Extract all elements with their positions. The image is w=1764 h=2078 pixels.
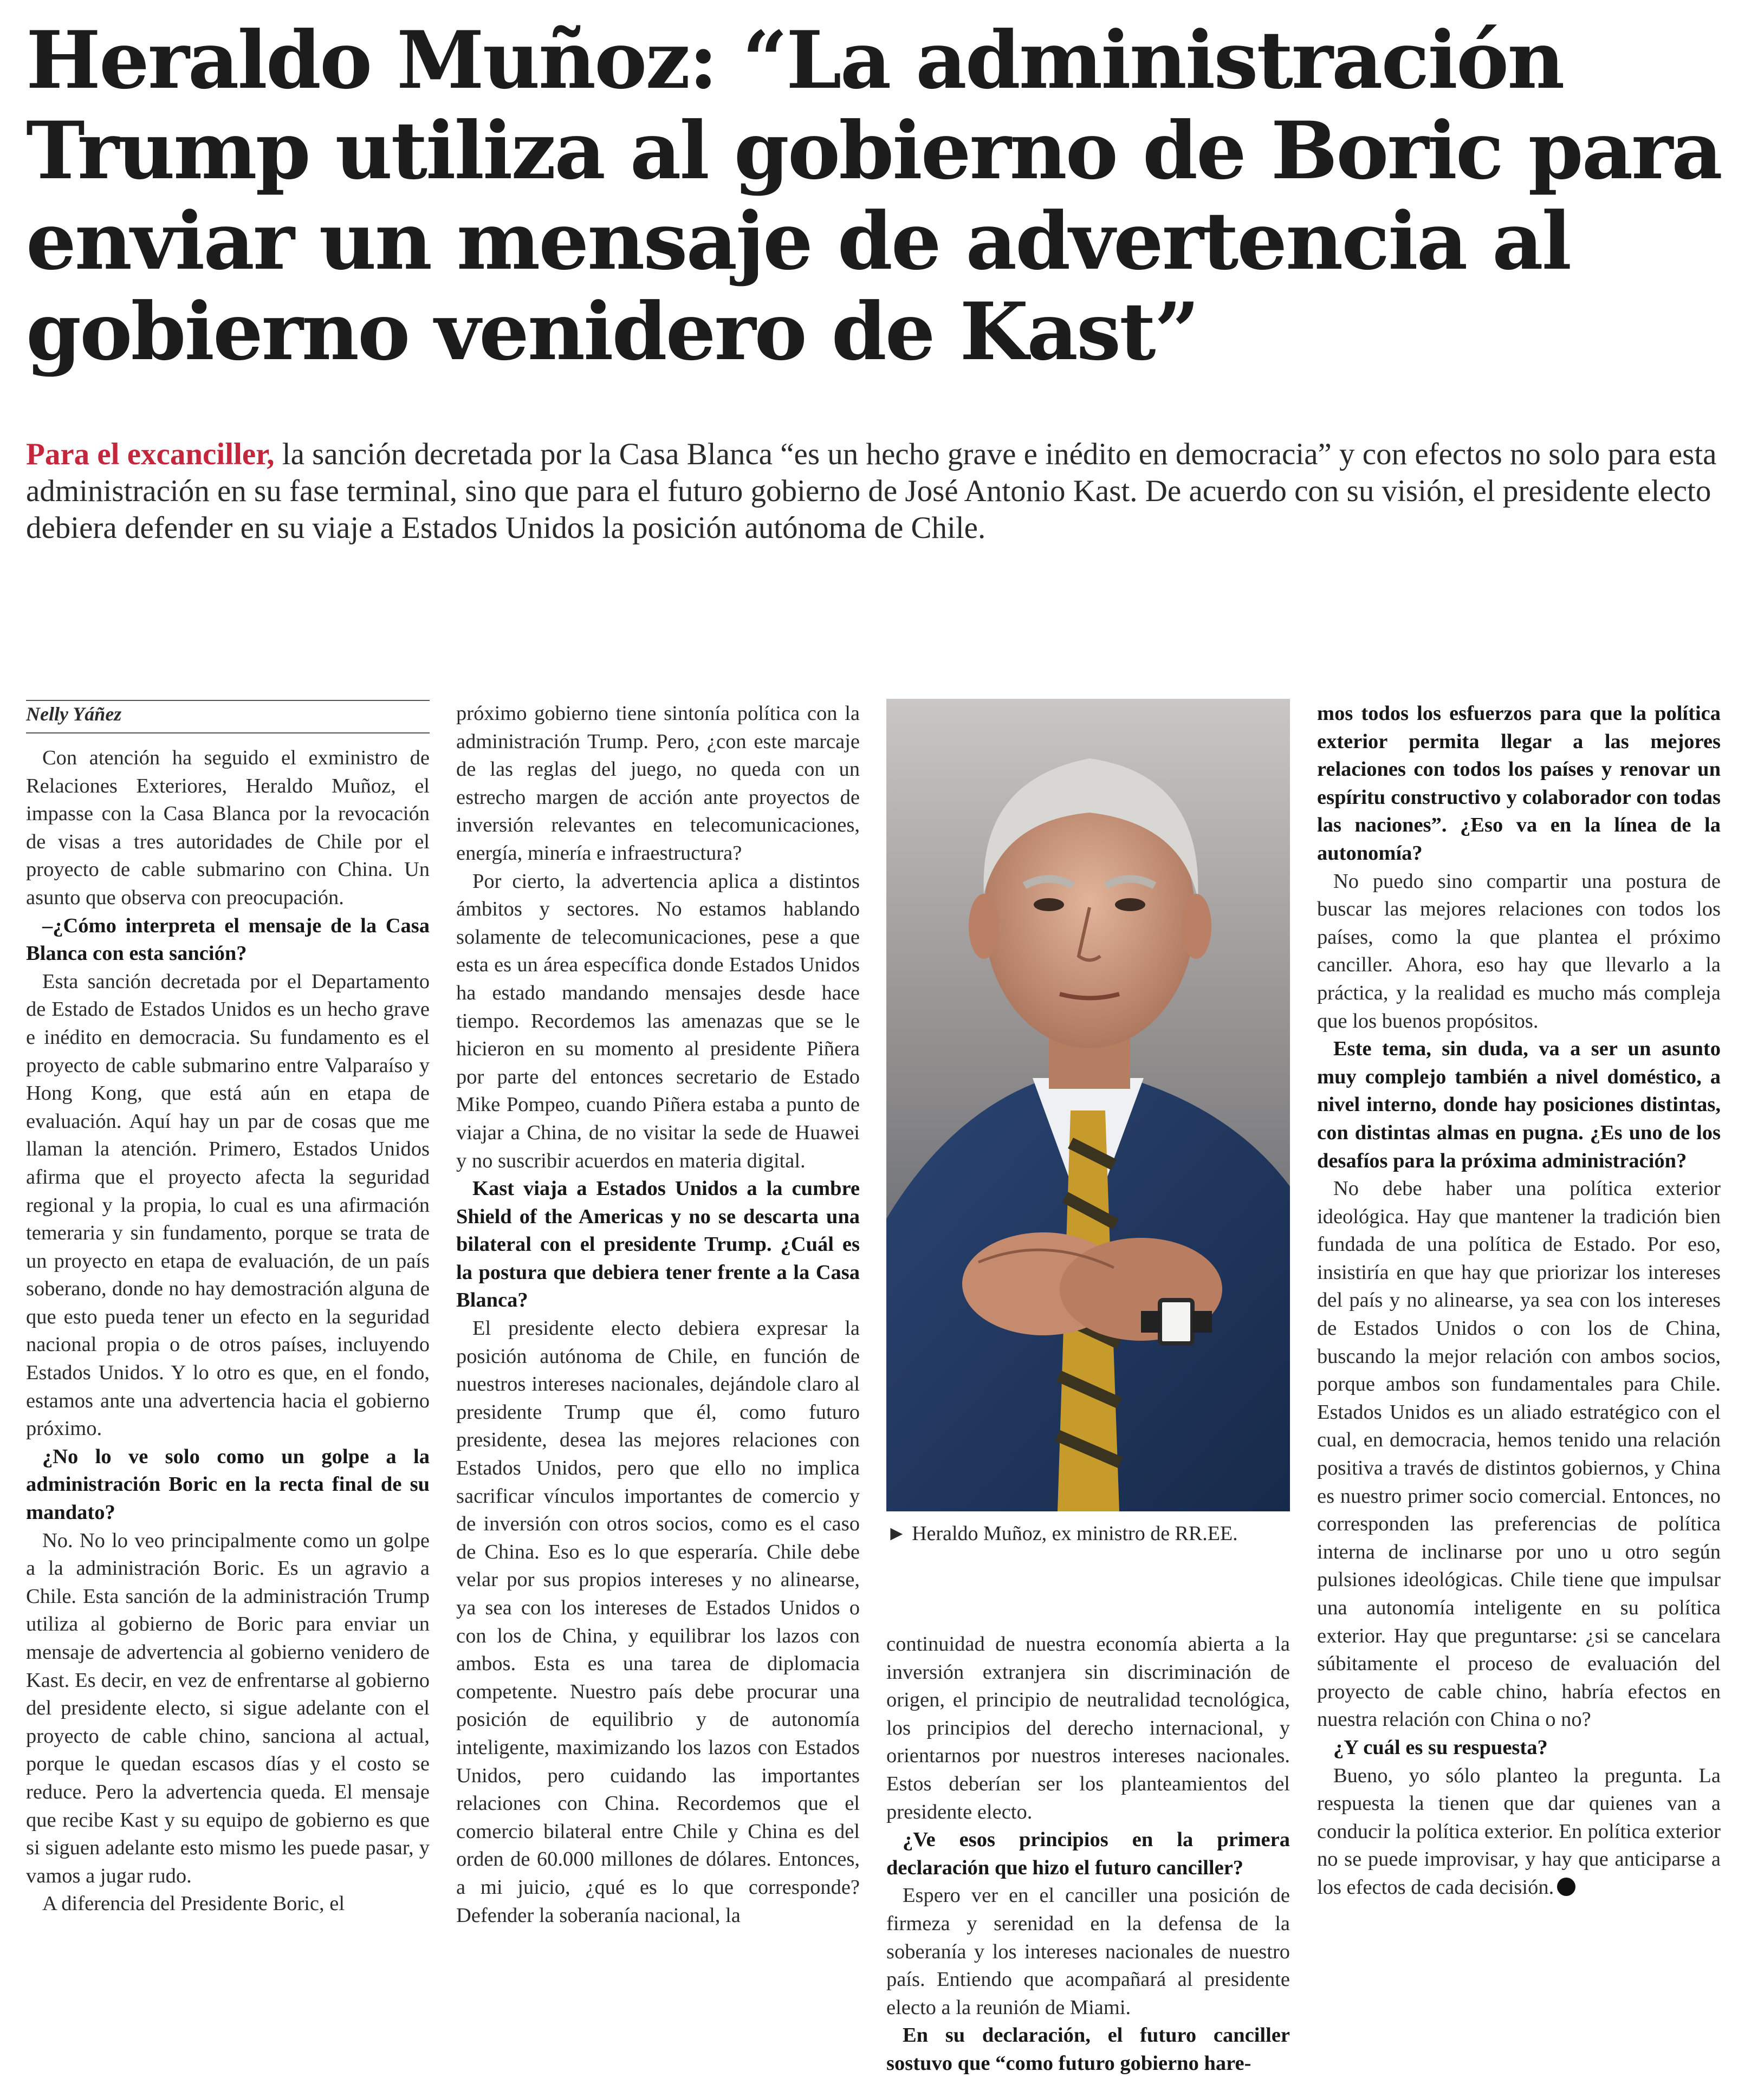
headline: Heraldo Muñoz: “La administración Trump utiliza al gobierno de Boric para enviar un mensaje de advertencia al gobierno venidero de Kast” xyxy=(26,14,1721,378)
paragraph: Esta sanción decretada por el Departamento de Estado de Estados Unidos es un hecho grave e inédito en democracia. Su fundamento es el proyecto de cable submarino entre Valparaíso y Hong Kong, que está aún en etapa de evaluación. Aquí hay un par de cosas que me llaman la atención. Primero, Estados Unidos afirma que el proyecto afecta la seguridad regional y la propia, lo cual es una afirmación temeraria y sin fundamento, porque se trata de un proyecto en etapa de evaluación, de un país soberano, donde no hay demostración alguna de que esto pueda tener un efecto en la seguridad nacional propia o de otros países, incluyendo Estados Unidos. Y lo otro es que, en el fondo, estamos ante una advertencia hacia el gobierno próximo. xyxy=(26,970,430,1440)
paragraph: próximo gobierno tiene sintonía política con la administración Trump. Pero, ¿con este marcaje de las reglas del juego, no queda con un estrecho margen de acción ante proyectos de inversión relevantes en telecomunicaciones, energía, minería e infraestructura? xyxy=(456,702,860,865)
portrait-illustration xyxy=(886,699,1290,1511)
question: Este tema, sin duda, va a ser un asunto muy complejo también a nivel doméstico, a nivel interno, donde hay posiciones distintas, con distintas almas en pugna. ¿Es uno de los desafíos para la próxima administración? xyxy=(1317,1037,1721,1172)
question: ¿No lo ve solo como un golpe a la administración Boric en la recta final de su mandato? xyxy=(26,1445,430,1524)
paragraph: No puedo sino compartir una postura de buscar las mejores relaciones con todos los países, como la que plantea el próximo canciller. Ahora, eso hay que llevarlo a la práctica, y la realidad es mucho más compleja que los buenos propósitos. xyxy=(1317,869,1721,1032)
paragraph: Espero ver en el canciller una posición de firmeza y serenidad en la defensa de la soberanía y los intereses nacionales de nuestro país. Entiendo que acompañará al presidente electo a la reunión de Miami. xyxy=(886,1884,1290,2019)
column-3 xyxy=(886,1631,1290,2075)
question: ¿Y cuál es su respuesta? xyxy=(1333,1736,1548,1759)
paragraph: El presidente electo debiera expresar la posición autónoma de Chile, en función de nuestros intereses nacionales, dejándole claro al presidente Trump que él, como futuro presidente, desea las mejores relaciones con Estados Unidos, pero que ello no implica sacrificar vínculos importantes de comercio y de inversión con otros socios, como es el caso de China. Eso es lo que esperaría. Chile debe velar por sus propios intereses y no alinearse, ya sea con los intereses de Estados Unidos o con los de China, y equilibrar los lazos con ambos. Esta es una tarea de diplomacia competente. Nuestro país debe procurar una posición de equilibrio y de autonomía inteligente, maximizando los lazos con Estados Unidos, pero cuidando las importantes relaciones con China. Recordemos que el comercio bilateral entre Chile y China es del orden de 60.000 millones de dólares. Entonces, a mi juicio, ¿qué es lo que corresponde? Defender la soberanía nacional, la xyxy=(456,1317,860,1927)
deck xyxy=(26,436,1738,547)
deck-text: la sanción decretada por la Casa Blanca “es un hecho grave e inédito en democracia” y con efectos no solo para esta administración en su fase terminal, sino que para el futuro gobierno de José Antonio Kast. De acuerdo con su visión, el presidente electo debiera defender en su viaje a Estados Unidos la posición autónoma de Chile. xyxy=(26,437,1717,545)
photo-caption: ► Heraldo Muñoz, ex ministro de RR.EE. xyxy=(886,1522,1238,1545)
column-1 xyxy=(26,700,430,2016)
column-4 xyxy=(1317,700,1721,2016)
question: –¿Cómo interpreta el mensaje de la Casa Blanca con esta sanción? xyxy=(26,914,430,965)
question: Kast viaja a Estados Unidos a la cumbre Shield of the Americas y no se descarta una bilateral con el presidente Trump. ¿Cuál es la postura que debiera tener frente a la Casa Blanca? xyxy=(456,1177,860,1312)
question: mos todos los esfuerzos para que la política exterior permita llegar a las mejores relaciones con todos los países y renovar un espíritu constructivo y colaborador con todas las naciones”. ¿Eso va en la línea de la autonomía? xyxy=(1317,702,1721,865)
question: En su declaración, el futuro canciller sostuvo que “como futuro gobierno hare- xyxy=(886,2024,1290,2075)
final-paragraph xyxy=(1317,1762,1721,1902)
paragraph-text: Bueno, yo sólo planteo la pregunta. La respuesta la tienen que dar quienes van a conducir la política exterior. En política exterior no se puede improvisar, y hay que anticiparse a los efectos de cada decisión. xyxy=(1317,1764,1721,1899)
paragraph: Con atención ha seguido el exministro de Relaciones Exteriores, Heraldo Muñoz, el impasse con la Casa Blanca por la revocación de visas a tres autoridades de Chile por el proyecto de cable submarino con China. Un asunto que observa con preocupación. xyxy=(26,746,430,909)
portrait-photo xyxy=(886,699,1290,1511)
paragraph: No. No lo veo principalmente como un golpe a la administración Boric. Es un agravio a Chile. Esta sanción de la administración Trump utiliza al gobierno de Boric para enviar un mensaje de advertencia al gobierno venidero de Kast. Es decir, en vez de enfrentarse al gobierno del presidente electo, si sigue adelante con el proyecto de cable chino, sanciona al actual, porque le quedan escasos días y el costo se reduce. Pero la advertencia queda. El mensaje que recibe Kast y su equipo de gobierno es que si siguen adelante esto mismo les puede pasar, y vamos a jugar rudo. xyxy=(26,1529,430,1887)
byline: Nelly Yáñez xyxy=(26,700,430,733)
deck-lead: Para el excanciller, xyxy=(26,437,275,471)
paragraph: Por cierto, la advertencia aplica a distintos ámbitos y sectores. No estamos hablando solamente de telecomunicaciones, pese a que esta es un área específica donde Estados Unidos ha estado mandando mensajes desde hace tiempo. Recordemos las amenazas que se le hicieron en su momento al presidente Piñera por parte del entonces secretario de Estado Mike Pompeo, cuando Piñera estaba a punto de viajar a China, de no visitar la sede de Huawei y no suscribir acuerdos en materia digital. xyxy=(456,869,860,1172)
column-2 xyxy=(456,700,860,2016)
paragraph: continuidad de nuestra economía abierta a la inversión extranjera sin discriminación de origen, el principio de neutralidad tecnológica, los principios del derecho internacional, y orientarnos por nuestros intereses nacionales. Estos deberían ser los planteamientos del presidente electo. xyxy=(886,1633,1290,1823)
question: ¿Ve esos principios en la primera declaración que hizo el futuro canciller? xyxy=(886,1828,1290,1879)
paragraph: A diferencia del Presidente Boric, el xyxy=(42,1892,345,1915)
paragraph: No debe haber una política exterior ideológica. Hay que mantener la tradición bien fundada de una política de Estado. Por eso, insistiría en que hay que priorizar los intereses del país y no alinearse, ya sea con los intereses de Estados Unidos o con los de China, buscando la mejor relación con ambos socios, porque ambos son fundamentales para Chile. Estados Unidos es un aliado estratégico con el cual, en democracia, hemos tenido una relación positiva a través de distintos gobiernos, y China es nuestro primer socio comercial. Entonces, no corresponden las preferencias de política interna de inclinarse por uno u otro según pulsiones ideológicas. Chile tiene que impulsar una autonomía inteligente en su política exterior. Hay que preguntarse: ¿si se cancelara súbitamente el proceso de evaluación del proyecto de cable chino, habría efectos en nuestra relación con China o no? xyxy=(1317,1177,1721,1731)
end-mark-icon xyxy=(1557,1878,1575,1896)
